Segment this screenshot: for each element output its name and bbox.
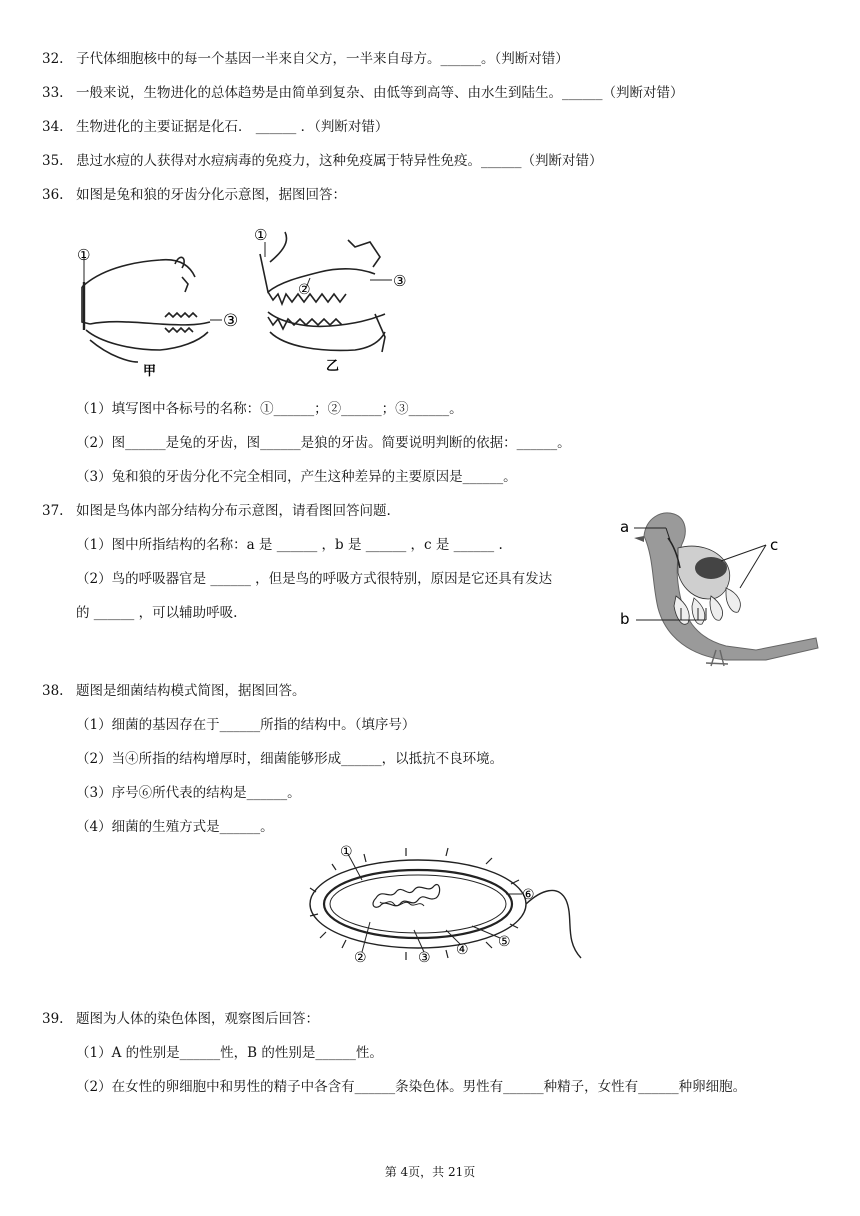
question-34 bbox=[42, 118, 388, 136]
question-text: 患过水痘的人获得对水痘病毒的免疫力，这种免疫属于特异性免疫。______（判断对错） bbox=[76, 153, 603, 169]
q36-sub1: （1）填写图中各标号的名称：①______；②______；③______。 bbox=[76, 401, 463, 417]
bacterium-mark-2: ② bbox=[354, 950, 367, 966]
question-37 bbox=[42, 502, 391, 520]
question-number: 35. bbox=[42, 153, 64, 169]
bird-label-a: a bbox=[620, 518, 630, 536]
bacterium-mark-3: ③ bbox=[418, 950, 431, 966]
q38-sub4: （4）细菌的生殖方式是______。 bbox=[76, 819, 274, 835]
q38-sub1: （1）细菌的基因存在于______所指的结构中。（填序号） bbox=[76, 717, 416, 733]
bird-label-b: b bbox=[620, 610, 630, 628]
bacterium-mark-5: ⑤ bbox=[498, 934, 511, 950]
rabbit-skull-upper bbox=[82, 260, 195, 287]
question-number: 39. bbox=[42, 1011, 64, 1027]
mark-2-wolf: ② bbox=[298, 282, 311, 298]
q37-sub1: （1）图中所指结构的名称：a 是 ______ ，b 是 ______ ，c 是 ______ . bbox=[76, 537, 503, 553]
bird-diagram-svg bbox=[616, 488, 826, 668]
q36-sub2: （2）图______是兔的牙齿，图______是狼的牙齿。简要说明判断的依据：______。 bbox=[76, 435, 571, 451]
question-text: 子代体细胞核中的每一个基因一半来自父方，一半来自母方。______。（判断对错） bbox=[76, 51, 569, 67]
question-text: 题图是细菌结构模式简图，据图回答。 bbox=[76, 683, 306, 699]
question-number: 32. bbox=[42, 51, 64, 67]
page-footer: 第 4页，共 21页 bbox=[384, 1165, 476, 1179]
bacterium-mark-1: ① bbox=[340, 844, 353, 860]
question-text: 题图为人体的染色体图，观察图后回答： bbox=[76, 1011, 319, 1027]
teeth-diagram bbox=[70, 222, 420, 377]
question-number: 33. bbox=[42, 85, 64, 101]
question-text: 一般来说，生物进化的总体趋势是由简单到复杂、由低等到高等、由水生到陆生。______（判断对错） bbox=[76, 85, 684, 101]
q37-sub2a: （2）鸟的呼吸器官是 ______ ，但是鸟的呼吸方式很特别，原因是它还具有发达 bbox=[76, 571, 553, 587]
question-text: 如图是鸟体内部分结构分布示意图，请看图回答问题. bbox=[76, 503, 391, 519]
question-32 bbox=[42, 50, 569, 68]
q38-sub2: （2）当④所指的结构增厚时，细菌能够形成______，以抵抗不良环境。 bbox=[76, 751, 504, 767]
wolf-skull-upper bbox=[260, 254, 375, 292]
q39-sub1: （1）A 的性别是______性，B 的性别是______性。 bbox=[76, 1045, 383, 1061]
bacterium-dna bbox=[373, 885, 440, 908]
mark-3-wolf: ③ bbox=[393, 272, 407, 290]
mark-1-wolf: ① bbox=[254, 226, 268, 244]
question-35 bbox=[42, 152, 603, 170]
question-text: 如图是兔和狼的牙齿分化示意图，据图回答： bbox=[76, 187, 346, 203]
bacterium-mark-4: ④ bbox=[456, 942, 469, 958]
teeth-diagram-svg bbox=[70, 222, 420, 377]
question-number: 37. bbox=[42, 503, 64, 519]
bacterium-diagram bbox=[296, 840, 586, 970]
figure-label-jia: 甲 bbox=[143, 364, 157, 377]
q36-sub3: （3）兔和狼的牙齿分化不完全相同，产生这种差异的主要原因是______。 bbox=[76, 469, 517, 485]
mark-1-rabbit: ① bbox=[77, 246, 91, 264]
bacterium-diagram-svg bbox=[296, 840, 586, 970]
q38-sub3: （3）序号⑥所代表的结构是______。 bbox=[76, 785, 301, 801]
question-33 bbox=[42, 84, 684, 102]
bird-label-c: c bbox=[770, 536, 779, 554]
question-39 bbox=[42, 1010, 319, 1028]
question-number: 38. bbox=[42, 683, 64, 699]
rabbit-jaw-lower bbox=[86, 330, 208, 350]
question-36 bbox=[42, 186, 346, 204]
bacterium-mark-6: ⑥ bbox=[522, 887, 535, 903]
question-text: 生物进化的主要证据是化石． ______ ．（判断对错） bbox=[76, 119, 389, 135]
bird-diagram bbox=[616, 488, 826, 668]
q39-sub2: （2）在女性的卵细胞中和男性的精子中各含有______条染色体。男性有______种精子，女性有______种卵细胞。 bbox=[76, 1079, 747, 1095]
question-number: 34. bbox=[42, 119, 64, 135]
mark-3-rabbit: ③ bbox=[223, 311, 239, 331]
question-38 bbox=[42, 682, 306, 700]
figure-label-yi: 乙 bbox=[326, 359, 340, 374]
q37-sub2b: 的 ______ ，可以辅助呼吸. bbox=[76, 605, 238, 621]
question-number: 36. bbox=[42, 187, 64, 203]
bird-body bbox=[644, 513, 818, 660]
